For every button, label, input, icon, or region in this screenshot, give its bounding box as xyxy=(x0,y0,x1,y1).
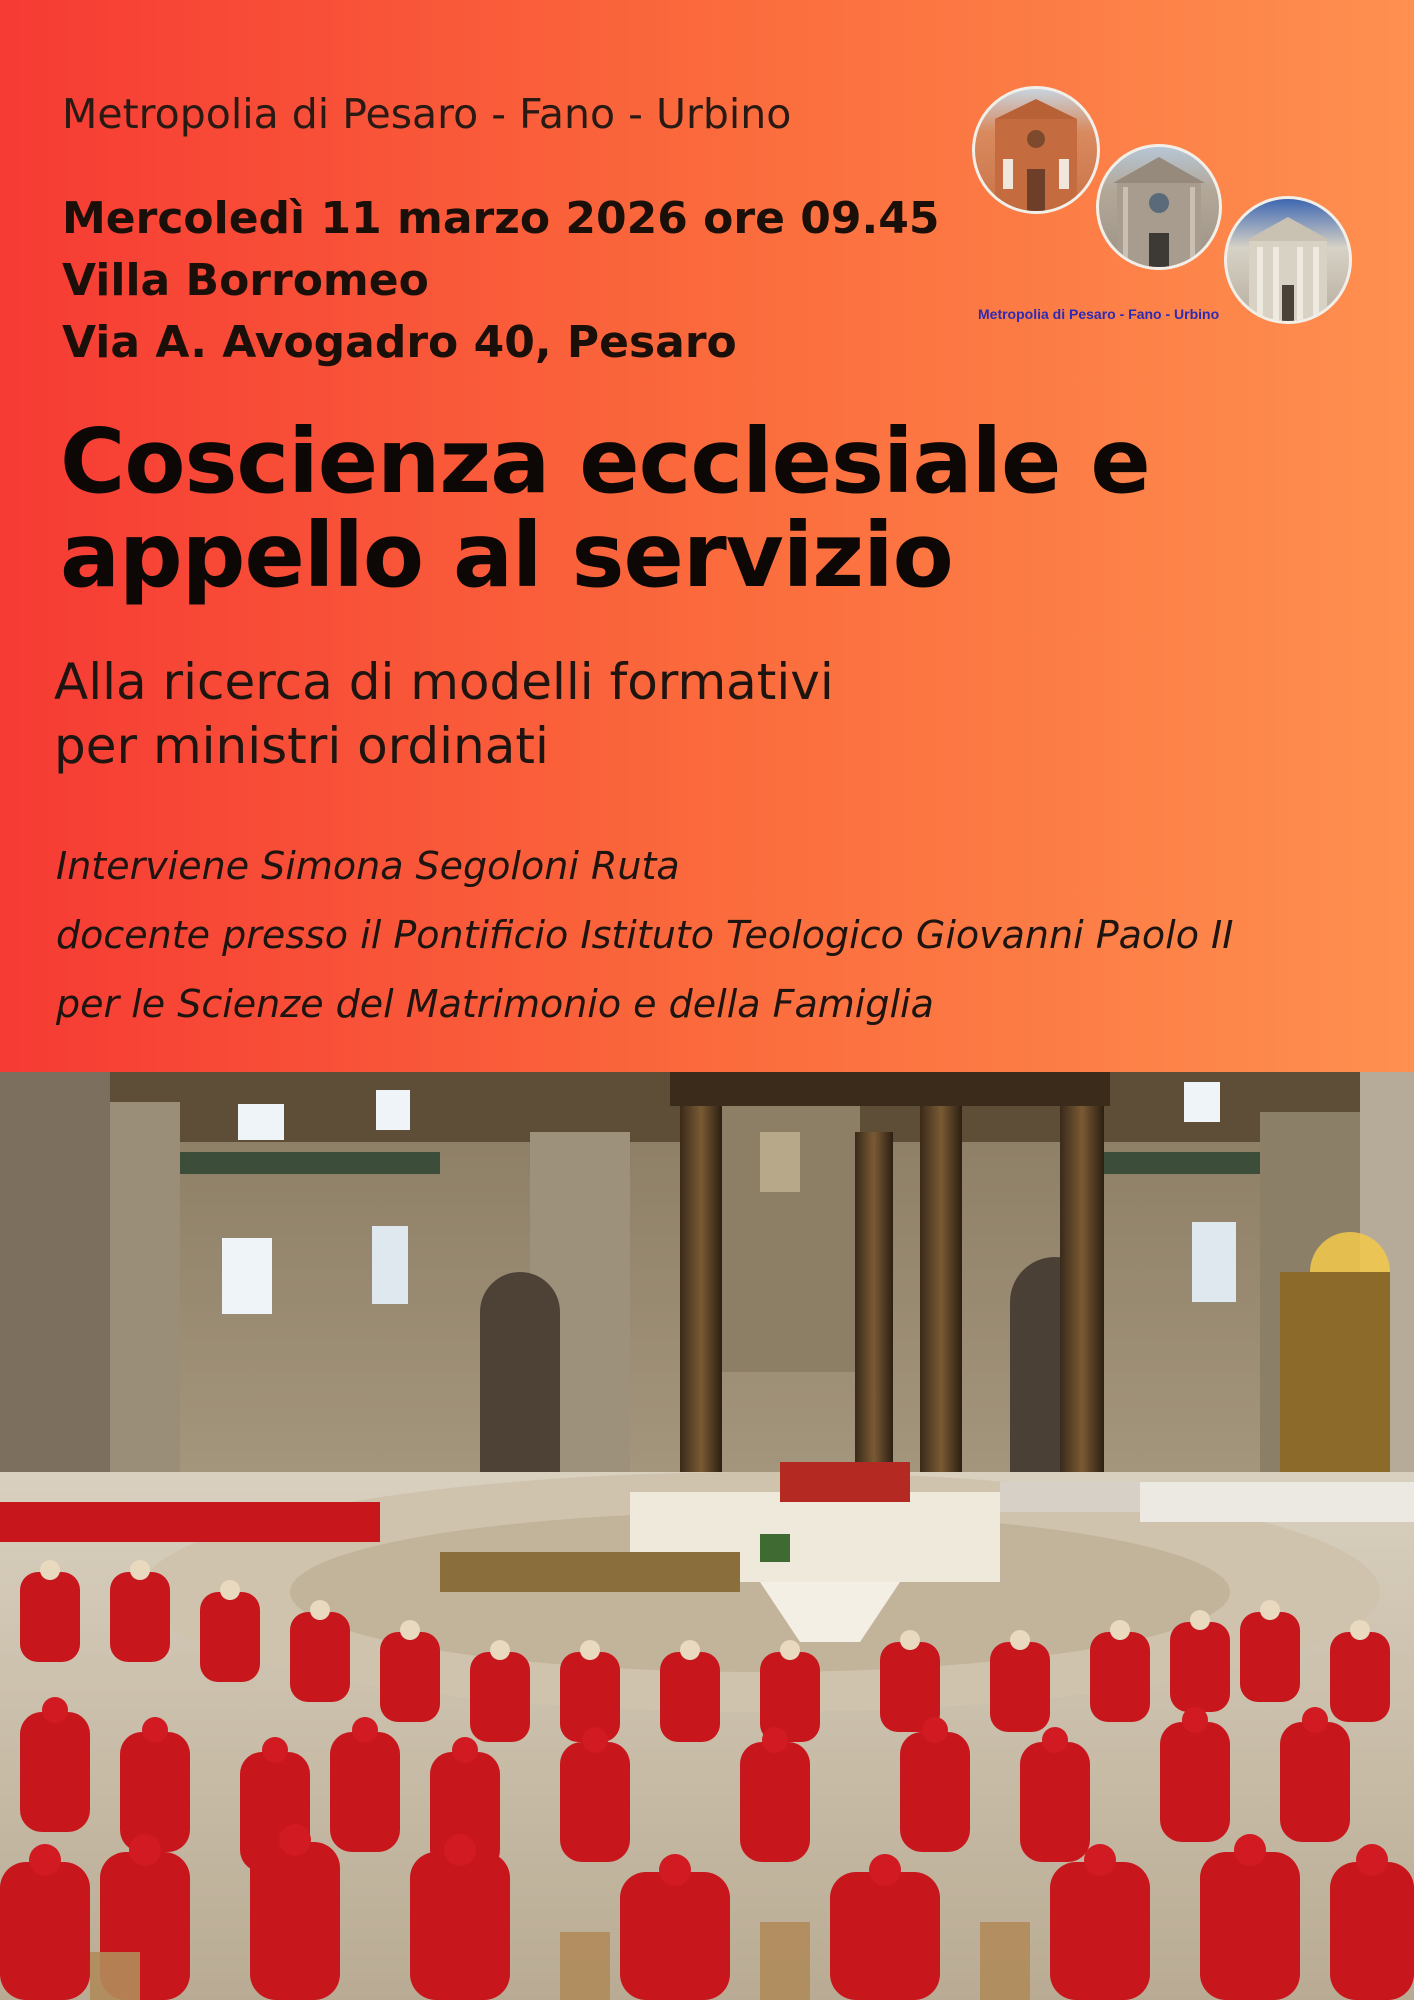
church-facade-stone-icon xyxy=(1096,144,1222,270)
speaker-info xyxy=(56,832,1233,1039)
event-details xyxy=(62,188,939,374)
logo-caption: Metropolia di Pesaro - Fano - Urbino xyxy=(978,306,1220,322)
title-line-1: Coscienza ecclesiale e xyxy=(60,409,1150,513)
church-facade-brick-icon xyxy=(972,86,1100,214)
title-line-2: appello al servizio xyxy=(60,503,953,607)
event-address: Via A. Avogadro 40, Pesaro xyxy=(62,317,737,368)
subtitle-line-1: Alla ricerca di modelli formativi xyxy=(54,653,834,711)
speaker-line-2: docente presso il Pontificio Istituto Teologico Giovanni Paolo II xyxy=(56,913,1234,957)
church-facade-classical-icon xyxy=(1224,196,1352,324)
basilica-interior-cardinals-photo xyxy=(0,1072,1414,2000)
speaker-line-1: Interviene Simona Segoloni Ruta xyxy=(56,844,680,888)
event-venue: Villa Borromeo xyxy=(62,255,429,306)
diocese-logo xyxy=(968,82,1358,332)
page-title xyxy=(60,409,1150,607)
subtitle xyxy=(54,650,834,778)
speaker-line-3: per le Scienze del Matrimonio e della Famiglia xyxy=(56,982,934,1026)
diocese-name: Metropolia di Pesaro - Fano - Urbino xyxy=(62,90,792,138)
event-date-time: Mercoledì 11 marzo 2026 ore 09.45 xyxy=(62,193,940,244)
subtitle-line-2: per ministri ordinati xyxy=(54,717,549,775)
